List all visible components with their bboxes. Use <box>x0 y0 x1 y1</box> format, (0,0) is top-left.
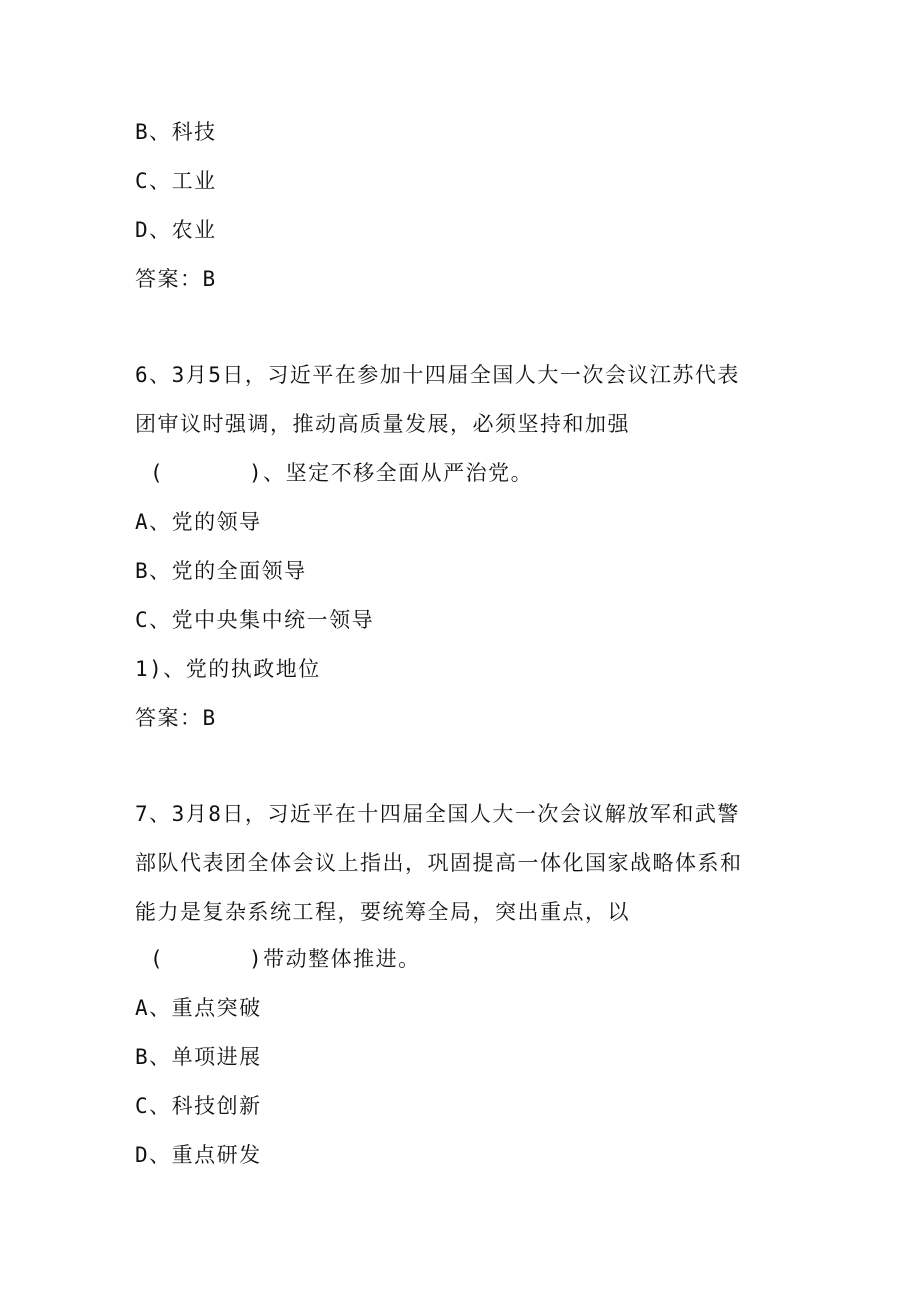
q6-text-line-1: 6、3月5日，习近平在参加十四届全国人大一次会议江苏代表 <box>135 363 740 387</box>
q7-text-line-2: 部队代表团全体会议上指出，巩固提高一体化国家战略体系和 <box>135 851 743 875</box>
q7-text-line-3: 能力是复杂系统工程，要统筹全局，突出重点，以 <box>135 900 630 924</box>
q7-text-line-4: ( )带动整体推进。 <box>150 947 421 971</box>
q6-option-c: C、党中央集中统一领导 <box>135 608 375 632</box>
q6-text-line-2: 团审议时强调，推动高质量发展，必须坚持和加强 <box>135 412 630 436</box>
q5-option-b: B、科技 <box>135 120 217 144</box>
q6-text-line-3: ( )、坚定不移全面从严治党。 <box>150 461 534 485</box>
q6-answer: 答案：B <box>135 706 217 730</box>
q6-option-a: A、党的领导 <box>135 510 262 534</box>
q7-text-line-1: 7、3月8日，习近平在十四届全国人大一次会议解放军和武警 <box>135 802 740 826</box>
q7-option-b: B、单项进展 <box>135 1045 262 1069</box>
q7-option-c: C、科技创新 <box>135 1094 262 1118</box>
q6-option-d: 1)、党的执政地位 <box>135 657 321 681</box>
q5-option-d: D、农业 <box>135 218 217 242</box>
q5-answer: 答案：B <box>135 267 217 291</box>
q5-option-c: C、工业 <box>135 169 217 193</box>
q7-option-d: D、重点研发 <box>135 1143 262 1167</box>
q7-option-a: A、重点突破 <box>135 996 262 1020</box>
q6-option-b: B、党的全面领导 <box>135 559 307 583</box>
